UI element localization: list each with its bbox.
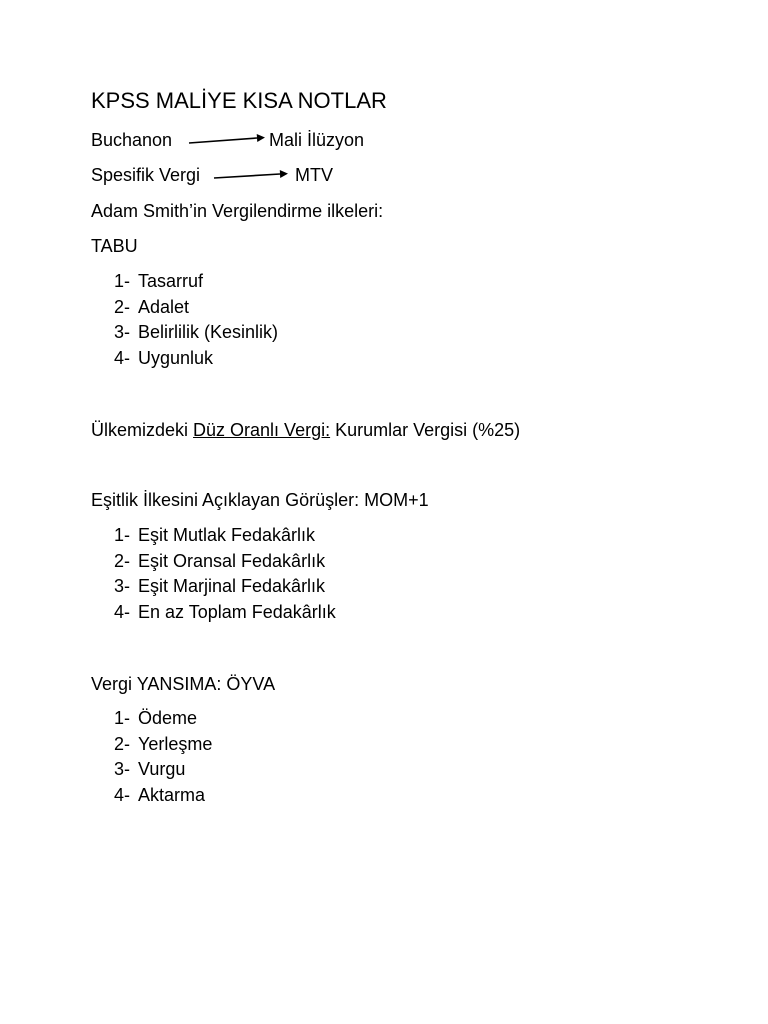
arrow-right-icon: [187, 129, 267, 151]
tabu-label: TABU: [91, 236, 138, 256]
list-item: 3- Eşit Marjinal Fedakârlık: [114, 576, 326, 597]
tabu-list: [114, 269, 278, 372]
list-item: 2- Eşit Oransal Fedakârlık: [114, 550, 326, 571]
list-item: 2- Yerleşme: [114, 733, 213, 754]
list-item: 1- Eşit Mutlak Fedakârlık: [114, 525, 316, 545]
list-item: 3- Vurgu: [114, 759, 186, 780]
list-item: 2- Adalet: [114, 296, 190, 317]
list-item: 4- Uygunluk: [114, 348, 214, 369]
adam-smith-heading: Adam Smith’in Vergilendirme ilkeleri:: [91, 201, 384, 221]
list-item: 3- Belirlilik (Kesinlik): [114, 322, 279, 343]
document-title: KPSS MALİYE KISA NOTLAR: [91, 88, 387, 113]
flat-tax-line: [91, 419, 520, 441]
equality-list: [114, 523, 336, 626]
list-item: 4- Aktarma: [114, 785, 206, 806]
mtv-label: MTV: [295, 165, 333, 185]
buchanon-row: [91, 129, 591, 151]
arrow-right-icon: [212, 164, 292, 186]
flat-tax-suffix: Kurumlar Vergisi (%25): [330, 420, 521, 440]
flat-tax-underlined: Düz Oranlı Vergi:: [193, 420, 331, 440]
reflection-list: [114, 706, 212, 809]
mali-iluzyon-label: Mali İlüzyon: [269, 130, 365, 150]
spesifik-vergi-label: Spesifik Vergi: [91, 165, 201, 185]
flat-tax-prefix: Ülkemizdeki: [91, 420, 194, 440]
equality-heading: Eşitlik İlkesini Açıklayan Görüşler: MOM+1: [91, 490, 429, 510]
list-item: 1- Tasarruf: [114, 271, 204, 291]
list-item: 4- En az Toplam Fedakârlık: [114, 602, 336, 623]
buchanon-label: Buchanon: [91, 130, 173, 150]
spesifik-vergi-row: [91, 164, 591, 186]
list-item: 1- Ödeme: [114, 708, 198, 728]
reflection-heading: Vergi YANSIMA: ÖYVA: [91, 674, 276, 694]
